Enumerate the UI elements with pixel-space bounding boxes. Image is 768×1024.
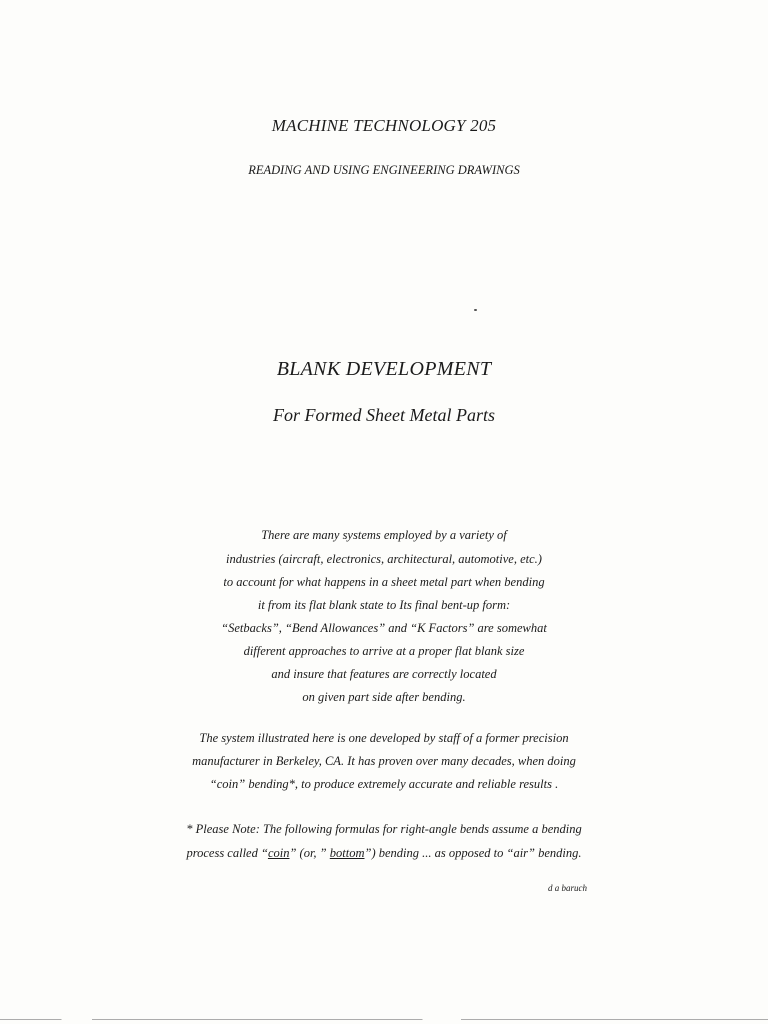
course-subtitle: READING AND USING ENGINEERING DRAWINGS [248, 163, 520, 177]
intro-line: different approaches to arrive at a proper flat blank size [243, 644, 525, 658]
author-initials: d a baruch [548, 883, 587, 893]
note-text: ”) bending ... as opposed to “air” bending. [364, 846, 582, 860]
note-line-2 [0, 846, 768, 861]
intro-line: industries (aircraft, electronics, architectural, automotive, etc.) [226, 552, 542, 566]
note-term-coin: coin [267, 846, 290, 860]
intro-line: to account for what happens in a sheet metal part when bending [223, 575, 545, 589]
system-line: manufacturer in Berkeley, CA. It has proven over many decades, when doing [192, 754, 576, 768]
document-subtitle: For Formed Sheet Metal Parts [273, 405, 495, 425]
intro-line: and insure that features are correctly located [271, 667, 497, 681]
scan-speck [474, 309, 477, 311]
intro-line: on given part side after bending. [302, 690, 466, 704]
system-line: “coin” bending*, to produce extremely accurate and reliable results . [209, 777, 559, 791]
note-term-bottom: bottom [329, 846, 365, 860]
note-line-1: * Please Note: The following formulas for right-angle bends assume a bending [186, 822, 582, 836]
note-text: process called “ [186, 846, 268, 860]
course-title: MACHINE TECHNOLOGY 205 [271, 116, 497, 135]
system-line: The system illustrated here is one developed by staff of a former precision [199, 731, 569, 745]
note-text: ” (or, ” [289, 846, 330, 860]
intro-line: There are many systems employed by a variety of [261, 528, 507, 542]
scan-edge-line [0, 1019, 768, 1020]
intro-line: it from its flat blank state to Its final bent-up form: [257, 598, 511, 612]
intro-line: “Setbacks”, “Bend Allowances” and “K Factors” are somewhat [221, 621, 547, 635]
document-title: BLANK DEVELOPMENT [276, 358, 492, 380]
